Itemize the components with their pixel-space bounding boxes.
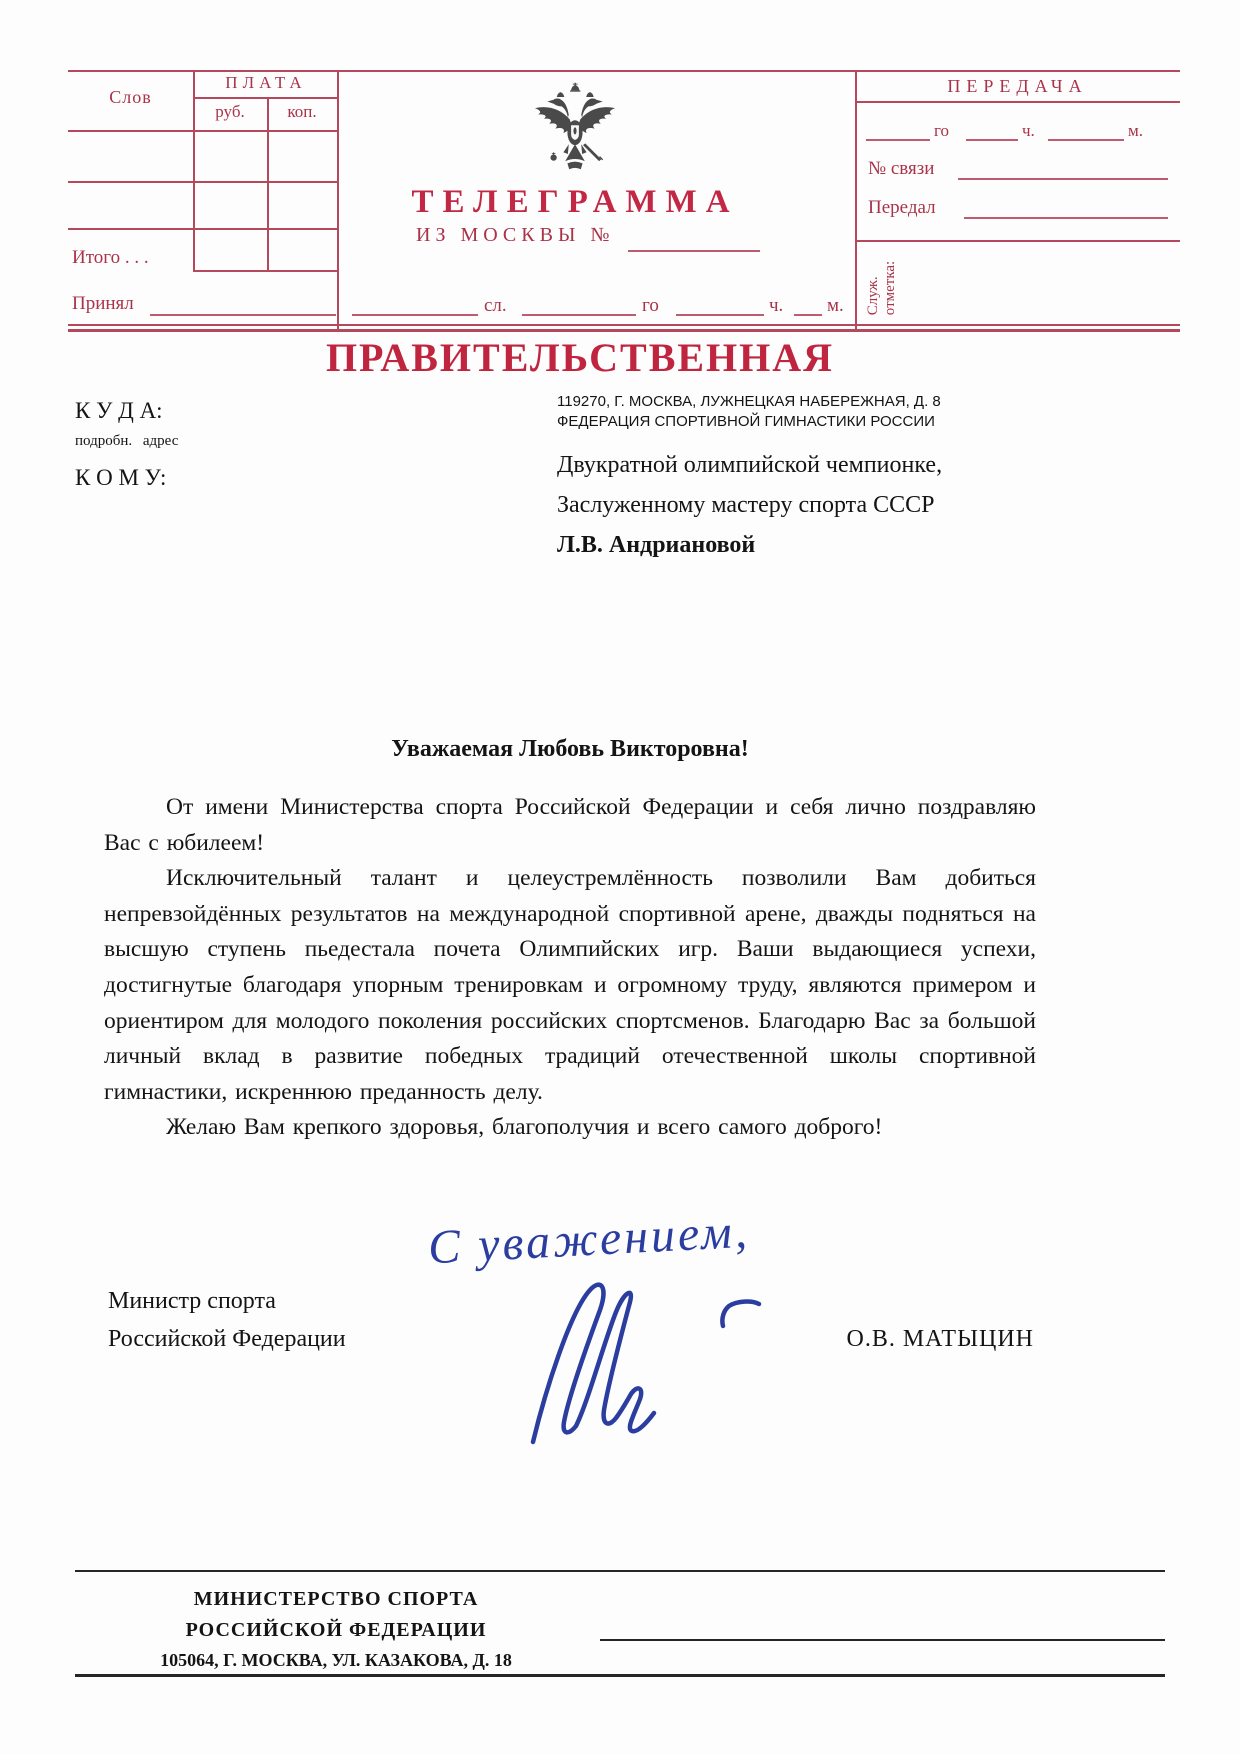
letter-paragraph: Желаю Вам крепкого здоровья, благополучия и всего самого доброго! bbox=[166, 1114, 883, 1141]
footer-line-bottom bbox=[75, 1674, 1165, 1677]
telegram-origin-label: ИЗ МОСКВЫ № bbox=[416, 224, 615, 246]
footer-org-address: 105064, Г. МОСКВА, УЛ. КАЗАКОВА, Д. 18 bbox=[160, 1650, 512, 1670]
recipient-name: Л.В. Андриановой bbox=[557, 532, 756, 558]
russian-coat-of-arms-emblem bbox=[526, 82, 624, 186]
form-line-under-header-row bbox=[68, 130, 339, 132]
form-line-bottom-thin bbox=[68, 324, 1180, 326]
minister-signature-autograph bbox=[515, 1280, 765, 1448]
service-note-line2: отметка: bbox=[882, 260, 898, 316]
form-line-rub-kop-divider bbox=[267, 97, 269, 270]
form-line-row1 bbox=[68, 181, 339, 183]
form-line-under-transfer-title bbox=[855, 101, 1180, 103]
transfer-hour-label: ч. bbox=[1022, 121, 1035, 140]
minute-label: м. bbox=[827, 295, 844, 316]
kopecks-label: коп. bbox=[287, 102, 317, 121]
form-line-under-plata bbox=[193, 97, 339, 99]
transfer-minute-label: м. bbox=[1128, 121, 1144, 140]
total-label: Итого . . . bbox=[72, 247, 149, 268]
komu-label: К О М У: bbox=[75, 465, 167, 490]
footer-org-line2: РОССИЙСКОЙ ФЕДЕРАЦИИ bbox=[185, 1619, 487, 1641]
kuda-label: К У Д А: bbox=[75, 398, 163, 423]
signer-post-line2: Российской Федерации bbox=[108, 1326, 346, 1352]
form-line-transfer-middle bbox=[855, 240, 1180, 242]
signer-name: О.В. МАТЫЦИН bbox=[846, 1326, 1034, 1352]
letter-paragraph: Исключительный талант и целеустремлённость позволили Вам добиться непревзойдённых результатов на международной спортивной арене, дважды подняться на высшую ступень пьедестала почета Олимпийских игр. Ваши выдающиеся успехи, достигнутые благодаря упорным тренировкам и огромному труду, являются примером и ориентиром для молодого поколения российских спортсменов. Благодарю Вас за большой личный вклад в развитие победных традиций отечественной школы спортивной гимнастики, искреннюю преданность делу. bbox=[104, 865, 1036, 1105]
fill-line bbox=[964, 217, 1168, 219]
transmitted-by-label: Передал bbox=[868, 197, 936, 218]
link-number-label: № связи bbox=[868, 158, 935, 179]
telegram-number-fill-line bbox=[628, 250, 760, 252]
footer-org-line1: МИНИСТЕРСТВО СПОРТА bbox=[193, 1588, 479, 1610]
destination-address-line2: ФЕДЕРАЦИЯ СПОРТИВНОЙ ГИМНАСТИКИ РОССИИ bbox=[557, 413, 935, 430]
fill-line bbox=[522, 314, 636, 316]
destination-address-line1: 119270, Г. МОСКВА, ЛУЖНЕЦКАЯ НАБЕРЕЖНАЯ, Д. 8 bbox=[557, 393, 941, 410]
salutation: Уважаемая Любовь Викторовна! bbox=[391, 736, 749, 762]
service-note-label bbox=[862, 246, 902, 330]
date-label: го bbox=[642, 295, 659, 316]
fill-line bbox=[794, 314, 822, 316]
handwritten-closing: С уважением, bbox=[426, 1204, 751, 1275]
fill-line bbox=[966, 139, 1018, 141]
transfer-title: ПЕРЕДАЧА bbox=[947, 76, 1088, 96]
fill-line bbox=[958, 178, 1168, 180]
received-by-label: Принял bbox=[72, 293, 134, 314]
hour-label: ч. bbox=[769, 295, 784, 316]
form-line-bottom-thick bbox=[68, 329, 1180, 332]
signer-post-line1: Министр спорта bbox=[108, 1288, 276, 1314]
footer-line-top bbox=[75, 1570, 1165, 1572]
prinyal-fill-line bbox=[150, 314, 336, 316]
fill-line bbox=[676, 314, 764, 316]
kuda-note: подробн. адрес bbox=[75, 433, 179, 449]
letter-body bbox=[104, 790, 1036, 1146]
fill-line bbox=[1048, 139, 1124, 141]
recipient-title-line1: Двукратной олимпийской чемпионке, bbox=[557, 452, 943, 478]
words-count-label: Слов bbox=[109, 87, 152, 107]
recipient-title-line2: Заслуженному мастеру спорта СССР bbox=[557, 492, 935, 518]
service-note-line1: Служ. bbox=[865, 276, 881, 316]
form-line-row2 bbox=[68, 228, 339, 230]
form-line-top bbox=[68, 70, 1180, 72]
form-line-left-table-right bbox=[337, 70, 339, 331]
form-line-itogo-bottom bbox=[193, 270, 339, 272]
form-line-transfer-left bbox=[855, 70, 857, 331]
footer-line-right bbox=[600, 1639, 1165, 1641]
telegram-title: ТЕЛЕГРАММА bbox=[411, 184, 739, 220]
payment-label: ПЛАТА bbox=[225, 73, 307, 92]
fill-line bbox=[866, 139, 930, 141]
fill-line bbox=[352, 314, 478, 316]
service-word-label: сл. bbox=[484, 295, 507, 316]
transfer-date-label: го bbox=[934, 121, 950, 140]
form-line-plata-left bbox=[193, 70, 195, 270]
rubles-label: руб. bbox=[215, 102, 245, 121]
letter-paragraph: От имени Министерства спорта Российской Федерации и себя лично поздравляю Вас с юбилеем! bbox=[104, 794, 1036, 856]
classification-title: ПРАВИТЕЛЬСТВЕННАЯ bbox=[325, 335, 835, 380]
